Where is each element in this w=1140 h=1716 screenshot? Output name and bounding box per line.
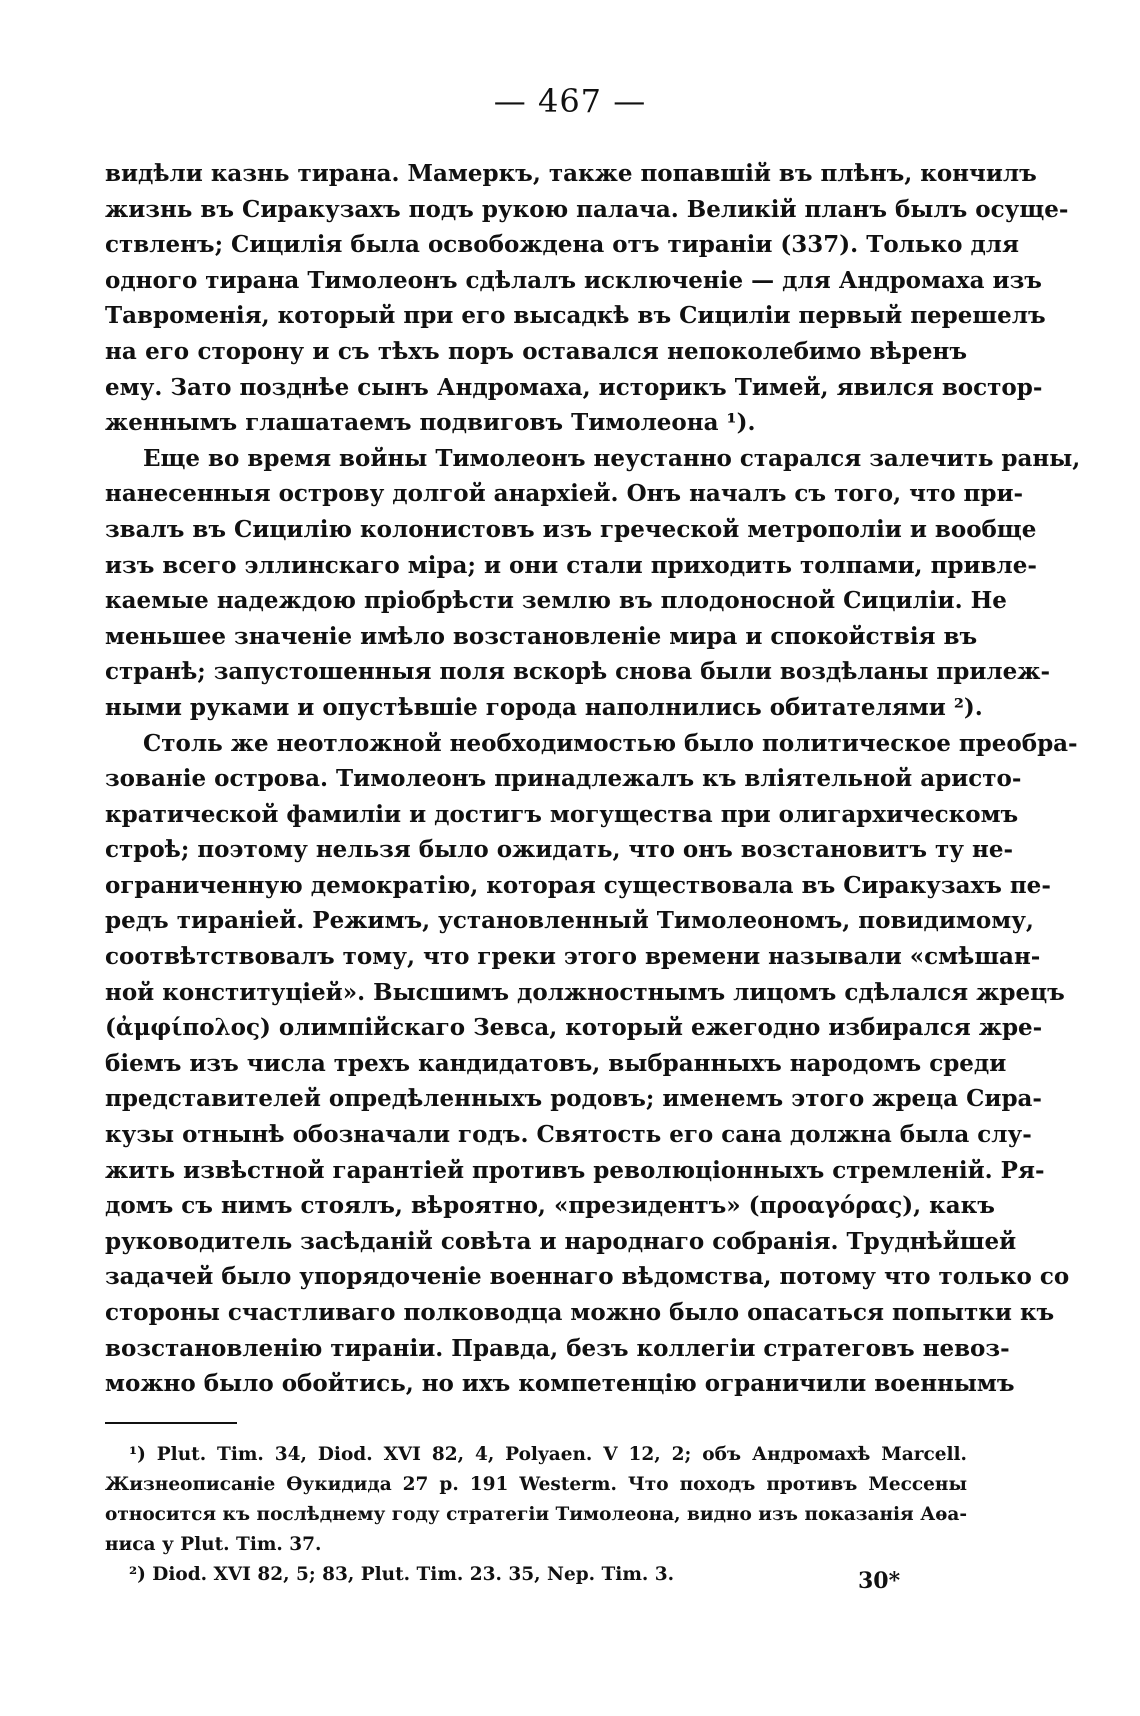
footnote-divider <box>105 1422 237 1424</box>
text-line: ными руками и опустѣвшіе города наполнились обитателями ²). <box>105 693 983 721</box>
text-line: женнымъ глашатаемъ подвиговъ Тимолеона ¹). <box>105 409 756 437</box>
text-line: ему. Зато позднѣе сынъ Андромаха, историкъ Тимей, явился востор- <box>105 373 1043 401</box>
text-line: ствленъ; Сицилія была освобождена отъ тираніи (337). Только для <box>105 231 1019 259</box>
text-line: на его сторону и съ тѣхъ поръ оставался непоколебимо вѣренъ <box>105 337 967 365</box>
text-line: Тавроменія, который при его высадкѣ въ Сициліи первый перешелъ <box>105 302 1046 330</box>
text-line: видѣли казнь тирана. Мамеркъ, также попавшій въ плѣнъ, кончилъ <box>105 160 1037 187</box>
footnotes <box>105 1440 967 1590</box>
text-line: жизнь въ Сиракузахъ подъ рукою палача. Великій планъ былъ осуще- <box>105 195 1069 223</box>
text-line: жить извѣстной гарантіей противъ революціонныхъ стремленій. Ря- <box>105 1156 1045 1184</box>
text-line: нанесенныя острову долгой анархіей. Онъ началъ съ того, что при- <box>105 480 1024 508</box>
text-line: редъ тираніей. Режимъ, установленный Тимолеономъ, повидимому, <box>105 907 1034 935</box>
main-text <box>105 156 1081 1402</box>
text-line: зованіе острова. Тимолеонъ принадлежалъ къ вліятельной аристо- <box>105 765 1022 793</box>
text-line: задачей было упорядоченіе военнаго вѣдомства, потому что только со <box>105 1263 1070 1291</box>
text-line: стороны счастливаго полководца можно было опасаться попытки къ <box>105 1299 1055 1326</box>
text-line: Еще во время войны Тимолеонъ неустанно старался залечить раны, <box>143 444 1081 472</box>
text-line: ограниченную демократію, которая существовала въ Сиракузахъ пе- <box>105 871 1051 899</box>
text-line: странѣ; запустошенныя поля вскорѣ снова были воздѣланы прилеж- <box>105 658 1051 686</box>
text-line: кратической фамиліи и достигъ могущества при олигархическомъ <box>105 800 1019 828</box>
text-line: кузы отнынѣ обозначали годъ. Святость его сана должна была слу- <box>105 1121 1032 1149</box>
text-line: одного тирана Тимолеонъ сдѣлалъ исключеніе — для Андромаха изъ <box>105 266 1042 294</box>
text-line: представителей опредѣленныхъ родовъ; именемъ этого жреца Сира- <box>105 1085 1042 1113</box>
footnote-line: Жизнеописаніе Ѳукидида 27 p. 191 Westerm. Что походъ противъ Мессены <box>105 1474 967 1495</box>
text-line: (ἀμφίπολος) олимпійскаго Зевса, который ежегодно избирался жре- <box>105 1014 1043 1042</box>
footnote-line: ниса у Plut. Tim. 37. <box>105 1534 322 1555</box>
text-line: строѣ; поэтому нельзя было ожидать, что онъ возстановитъ ту не- <box>105 836 1014 864</box>
text-line: соотвѣтствовалъ тому, что греки этого времени называли «смѣшан- <box>105 943 1041 971</box>
text-line: біемъ изъ числа трехъ кандидатовъ, выбранныхъ народомъ среди <box>105 1049 1007 1077</box>
text-line: ной конституціей». Высшимъ должностнымъ лицомъ сдѣлался жрецъ <box>105 978 1065 1006</box>
page-number: — 467 — <box>493 82 647 120</box>
text-line: каемые надеждою пріобрѣсти землю въ плодоносной Сициліи. Не <box>105 587 1007 615</box>
footnote-line: относится къ послѣднему году стратегіи Тимолеона, видно изъ показанія Аѳа- <box>105 1504 967 1525</box>
text-line: изъ всего эллинскаго міра; и они стали приходить толпами, привле- <box>105 551 1037 579</box>
text-line: можно было обойтись, но ихъ компетенцію ограничили военнымъ <box>105 1370 1015 1398</box>
text-line: руководитель засѣданій совѣта и народнаго собранія. Труднѣйшей <box>105 1227 1017 1255</box>
text-line: Столь же неотложной необходимостью было политическое преобра- <box>143 729 1078 757</box>
text-line: возстановленію тираніи. Правда, безъ коллегіи стратеговъ невоз- <box>105 1334 1010 1362</box>
sheet-signature: 30* <box>858 1568 901 1594</box>
text-line: звалъ въ Сицилію колонистовъ изъ греческой метрополіи и вообще <box>105 515 1037 543</box>
text-line: меньшее значеніе имѣло возстановленіе мира и спокойствія въ <box>105 622 978 650</box>
footnote-line: ²) Diod. XVI 82, 5; 83, Plut. Tim. 23. 35, Nep. Tim. 3. <box>129 1564 675 1585</box>
footnote-line: ¹) Plut. Tim. 34, Diod. XVI 82, 4, Polyaen. V 12, 2; объ Андромахѣ Marcell. <box>129 1444 967 1465</box>
text-line: домъ съ нимъ стоялъ, вѣроятно, «президентъ» (προαγόρας), какъ <box>105 1192 995 1220</box>
